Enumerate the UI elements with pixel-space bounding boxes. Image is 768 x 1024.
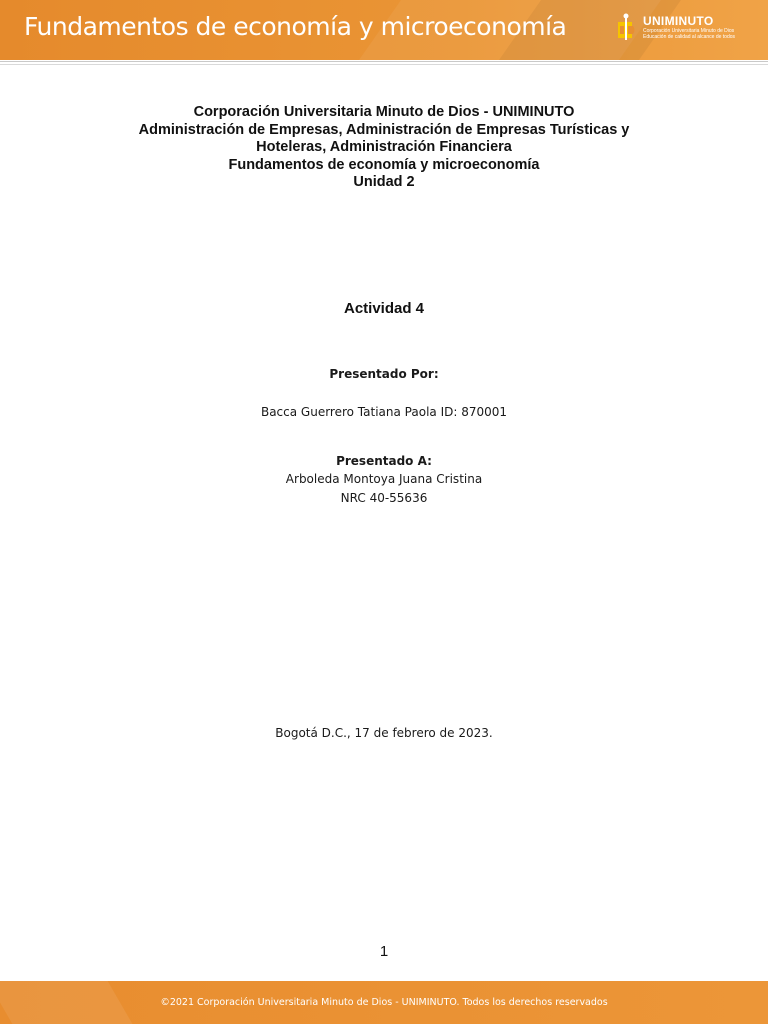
presented-by-label: Presentado Por: <box>329 367 439 381</box>
footer-copyright: ©2021 Corporación Universitaria Minuto de Dios - UNIMINUTO. Todos los derechos reservados <box>160 997 608 1008</box>
course-line: Fundamentos de economía y microeconomía <box>228 156 540 173</box>
presented-to-label: Presentado A: <box>336 454 432 468</box>
programs-line: Administración de Empresas, Administración de Empresas Turísticas y <box>138 121 630 138</box>
uniminuto-logo <box>615 10 740 44</box>
uniminuto-logo-icon <box>615 12 641 42</box>
logo-tagline: Educación de calidad al alcance de todos <box>643 34 736 40</box>
date-line: Bogotá D.C., 17 de febrero de 2023. <box>275 726 493 740</box>
nrc-code: NRC 40-55636 <box>340 491 428 505</box>
document-header-banner <box>0 0 768 60</box>
programs-line: Hoteleras, Administración Financiera <box>256 139 512 155</box>
logo-name: UNIMINUTO <box>643 14 714 28</box>
cover-title-block <box>0 104 768 192</box>
teacher-name: Arboleda Montoya Juana Cristina <box>285 472 483 486</box>
header-divider <box>0 64 768 65</box>
header-title: Fundamentos de economía y microeconomía <box>24 12 567 41</box>
document-footer-banner <box>0 981 768 1024</box>
logo-tagline: Corporación Universitaria Minuto de Dios <box>643 28 735 34</box>
header-divider <box>0 61 768 62</box>
institution-line: Corporación Universitaria Minuto de Dios - UNIMINUTO <box>193 104 575 120</box>
page-number: 1 <box>379 943 389 960</box>
student-name: Bacca Guerrero Tatiana Paola ID: 870001 <box>260 405 508 419</box>
activity-title: Actividad 4 <box>343 300 425 317</box>
unit-line: Unidad 2 <box>353 174 415 190</box>
